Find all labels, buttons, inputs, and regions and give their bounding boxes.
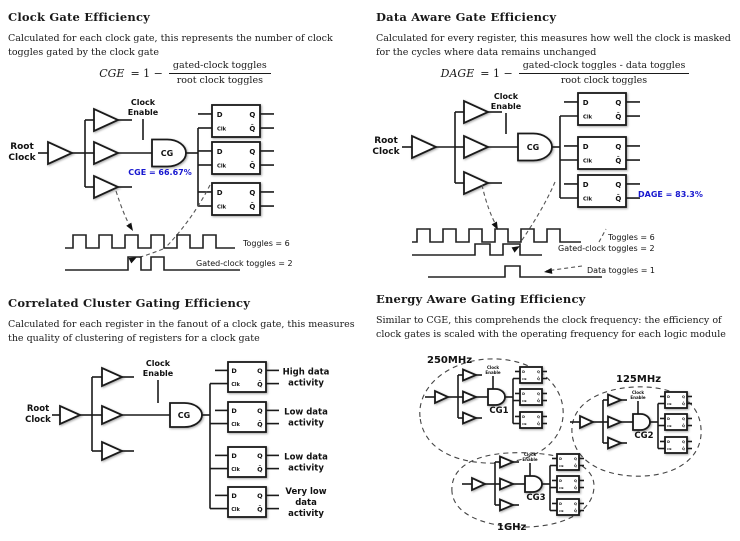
ff-d-label: D xyxy=(231,492,237,501)
ccge-title: Correlated Cluster Gating Efficiency xyxy=(8,296,251,310)
ff-clk-label: Clk xyxy=(231,422,240,429)
ff-qbar-label: Q̄ xyxy=(249,202,256,211)
ff-qbar-label: Q̄ xyxy=(257,420,263,429)
cge-title: Clock Gate Efficiency xyxy=(8,10,151,24)
activity-label: Very low xyxy=(285,487,327,497)
ff-d-label: D xyxy=(559,456,562,461)
ff-d-label: D xyxy=(231,367,237,376)
buffer-gate xyxy=(435,391,448,403)
ff-clk-label: Clk xyxy=(559,464,564,468)
ff-q-label: Q xyxy=(537,391,540,396)
buffer-gate xyxy=(60,406,80,424)
activity-label: data xyxy=(295,498,317,508)
ff-qbar-label: Q̄ xyxy=(574,485,577,490)
ff-clk-label: Clk xyxy=(522,422,527,426)
ff-qbar-label: Q̄ xyxy=(257,505,263,514)
eage-description: Similar to CGE, this comprehends the clock frequency: the efficiency of clock gates is scaled with the operating frequency for each logic module xyxy=(376,315,726,340)
ff-d-label: D xyxy=(216,110,223,119)
ff-clk-label: Clk xyxy=(667,402,672,406)
ff-q-label: Q xyxy=(257,367,263,376)
dage-formula-prefix: = 1 − xyxy=(480,66,513,80)
buffer-gate xyxy=(463,392,476,403)
ff-qbar-label: Q̄ xyxy=(537,398,540,403)
dage-formula xyxy=(415,60,715,87)
buffer-gate xyxy=(463,370,476,381)
ff-qbar-label: Q̄ xyxy=(257,380,263,389)
ff-clk-label: Clk xyxy=(522,399,527,403)
clock-enable-label: Enable xyxy=(142,369,174,378)
cge-result-label: CGE = 66.67% xyxy=(128,168,192,177)
buffer-gate xyxy=(102,442,122,460)
ff-d-label: D xyxy=(667,416,670,421)
buffer-gate xyxy=(94,142,118,164)
clock-gate xyxy=(488,389,505,405)
clock-enable-label: Enable xyxy=(630,395,646,400)
clock-enable-label: Clock xyxy=(523,452,537,457)
ff-clk-label: Clk xyxy=(231,507,240,514)
ff-qbar-label: Q̄ xyxy=(537,376,540,381)
toggles-label: Toggles = 6 xyxy=(608,233,655,242)
cge-formula-denominator: root clock toggles xyxy=(176,74,263,86)
activity-label: activity xyxy=(288,463,324,474)
ff-d-label: D xyxy=(582,98,589,107)
ff-q-label: Q xyxy=(257,492,263,501)
ff-d-label: D xyxy=(231,407,237,416)
ff-qbar-label: Q̄ xyxy=(249,161,256,170)
arrowhead xyxy=(126,223,135,233)
ff-clk-label: Clk xyxy=(522,377,527,381)
ff-d-label: D xyxy=(667,439,670,444)
ff-clk-label: Clk xyxy=(559,486,564,490)
buffer-gate xyxy=(94,176,118,198)
ff-q-label: Q xyxy=(257,452,263,461)
clock-gate xyxy=(525,476,542,492)
ff-q-label: Q xyxy=(682,394,685,399)
ff-qbar-label: Q̄ xyxy=(249,124,256,133)
arrowhead xyxy=(492,222,501,232)
ff-d-label: D xyxy=(582,180,589,189)
buffer-gate xyxy=(463,413,476,424)
eage-title: Energy Aware Gating Efficiency xyxy=(376,292,586,306)
ff-d-label: D xyxy=(216,188,223,197)
buffer-gate xyxy=(580,416,593,428)
dage-circuit-diagram xyxy=(370,90,740,291)
buffer-gate xyxy=(412,136,436,158)
ff-q-label: Q xyxy=(574,501,577,506)
ff-q-label: Q xyxy=(615,180,622,189)
activity-label: activity xyxy=(288,378,324,389)
clock-enable-label: Enable xyxy=(490,102,522,111)
ff-clk-label: Clk xyxy=(583,196,593,203)
buffer-gate xyxy=(94,109,118,131)
cg-gate-label: CG xyxy=(526,143,540,152)
lens-curve xyxy=(520,182,555,243)
data-waveform xyxy=(428,266,602,277)
ff-qbar-label: Q̄ xyxy=(682,423,685,428)
root-clock-label: Root xyxy=(10,142,34,152)
ff-clk-label: Clk xyxy=(217,204,227,211)
ff-qbar-label: Q̄ xyxy=(615,156,622,165)
ff-qbar-label: Q̄ xyxy=(615,194,622,203)
buffer-gate xyxy=(102,406,122,424)
ff-qbar-label: Q̄ xyxy=(682,401,685,406)
cg-gate-label: CG3 xyxy=(526,493,546,503)
clock-waveform xyxy=(412,229,581,242)
ff-qbar-label: Q̄ xyxy=(574,508,577,513)
clock-enable-label: Enable xyxy=(522,457,538,462)
arrowhead xyxy=(129,254,139,263)
ff-d-label: D xyxy=(559,478,562,483)
gated-toggles-label: Gated-clock toggles = 2 xyxy=(558,244,655,253)
buffer-gate xyxy=(500,500,513,511)
ff-q-label: Q xyxy=(537,369,540,374)
ff-q-label: Q xyxy=(682,416,685,421)
cge-circuit-diagram xyxy=(0,95,370,291)
ff-d-label: D xyxy=(231,452,237,461)
ff-d-label: D xyxy=(667,394,670,399)
dage-formula-lhs: DAGE xyxy=(440,66,475,80)
lens-curve xyxy=(482,185,497,227)
ff-q-label: Q xyxy=(615,98,622,107)
root-clock-label: Root xyxy=(374,136,398,146)
ff-clk-label: Clk xyxy=(583,114,593,121)
root-clock-label: Root xyxy=(26,404,50,414)
buffer-gate xyxy=(472,478,485,490)
cg-gate-label: CG2 xyxy=(634,431,654,441)
clock-enable-label: Enable xyxy=(485,370,501,375)
cg-gate-label: CG xyxy=(160,149,174,158)
ff-q-label: Q xyxy=(249,147,256,156)
dage-title: Data Aware Gate Efficiency xyxy=(376,10,557,24)
clock-enable-label: Clock xyxy=(145,359,171,368)
activity-label: activity xyxy=(288,509,324,519)
activity-label: High data xyxy=(282,367,330,378)
clock-enable-label: Clock xyxy=(493,92,519,101)
root-clock-label: Clock xyxy=(372,147,400,157)
ff-d-label: D xyxy=(559,501,562,506)
ff-clk-label: Clk xyxy=(217,163,227,170)
ff-q-label: Q xyxy=(574,478,577,483)
cge-formula-prefix: = 1 − xyxy=(130,66,163,80)
activity-label: activity xyxy=(288,418,324,429)
ff-qbar-label: Q̄ xyxy=(574,463,577,468)
buffer-gate xyxy=(48,142,72,164)
ff-clk-label: Clk xyxy=(667,424,672,428)
cg-gate-label: CG xyxy=(177,411,191,420)
ff-q-label: Q xyxy=(574,456,577,461)
gated-toggles-label: Gated-clock toggles = 2 xyxy=(196,259,293,268)
arrowhead xyxy=(544,268,553,275)
ff-q-label: Q xyxy=(537,414,540,419)
ff-q-label: Q xyxy=(249,110,256,119)
lens-curve xyxy=(116,191,131,228)
clock-enable-label: Clock xyxy=(631,390,645,395)
activity-label: Low data xyxy=(284,452,328,463)
ff-d-label: D xyxy=(582,142,589,151)
cge-formula-numerator: gated-clock toggles xyxy=(169,60,271,74)
clock-enable-label: Enable xyxy=(127,108,159,117)
ff-clk-label: Clk xyxy=(559,509,564,513)
cg-gate-label: CG1 xyxy=(489,406,509,416)
buffer-gate xyxy=(608,395,621,406)
lens-curve xyxy=(599,229,606,242)
dage-formula-denominator: root clock toggles xyxy=(560,74,648,86)
data-toggles-label: Data toggles = 1 xyxy=(587,266,656,275)
ff-q-label: Q xyxy=(249,188,256,197)
clock-waveform xyxy=(65,235,235,248)
frequency-label: 125MHz xyxy=(616,374,662,385)
ff-clk-label: Clk xyxy=(217,126,227,133)
eage-circuit-diagram xyxy=(370,345,740,541)
buffer-gate xyxy=(500,479,513,490)
ccge-description: Calculated for each register in the fanout of a clock gate, this measures the quality of clustering of registers for a clock gate xyxy=(8,319,355,344)
gated-clock-waveform xyxy=(412,244,542,255)
activity-label: Low data xyxy=(284,407,328,418)
buffer-gate xyxy=(102,368,122,386)
ff-qbar-label: Q̄ xyxy=(537,421,540,426)
dage-formula-numerator: gated-clock toggles - data toggles xyxy=(519,60,690,74)
frequency-label: 1GHz xyxy=(497,522,527,533)
cge-formula xyxy=(40,60,330,87)
ff-clk-label: Clk xyxy=(231,467,240,474)
buffer-gate xyxy=(464,101,488,123)
buffer-gate xyxy=(464,172,488,194)
ff-qbar-label: Q̄ xyxy=(615,112,622,121)
dage-result-label: DAGE = 83.3% xyxy=(638,190,703,199)
dage-description: Calculated for every register, this measures how well the clock is masked for the cycles where data remains unchanged xyxy=(376,33,731,58)
ff-clk-label: Clk xyxy=(667,447,672,451)
frequency-label: 250MHz xyxy=(427,355,473,366)
ff-qbar-label: Q̄ xyxy=(257,465,263,474)
ff-clk-label: Clk xyxy=(583,158,593,165)
buffer-gate xyxy=(464,136,488,158)
cge-description: Calculated for each clock gate, this represents the number of clock toggles gated by the clock gate xyxy=(8,33,333,58)
ff-clk-label: Clk xyxy=(231,382,240,389)
buffer-gate xyxy=(608,417,621,428)
ff-q-label: Q xyxy=(615,142,622,151)
clock-gate xyxy=(633,414,650,430)
ff-d-label: D xyxy=(522,414,525,419)
buffer-gate xyxy=(500,457,513,468)
clock-enable-label: Clock xyxy=(486,365,500,370)
ff-d-label: D xyxy=(522,391,525,396)
cge-formula-lhs: CGE xyxy=(99,66,125,80)
clock-enable-label: Clock xyxy=(130,98,156,107)
ff-q-label: Q xyxy=(682,439,685,444)
ff-d-label: D xyxy=(522,369,525,374)
toggles-label: Toggles = 6 xyxy=(243,239,290,248)
ff-qbar-label: Q̄ xyxy=(682,446,685,451)
buffer-gate xyxy=(608,438,621,449)
root-clock-label: Clock xyxy=(8,153,36,163)
ff-q-label: Q xyxy=(257,407,263,416)
ff-d-label: D xyxy=(216,147,223,156)
ccge-circuit-diagram xyxy=(0,350,370,541)
root-clock-label: Clock xyxy=(25,415,51,425)
